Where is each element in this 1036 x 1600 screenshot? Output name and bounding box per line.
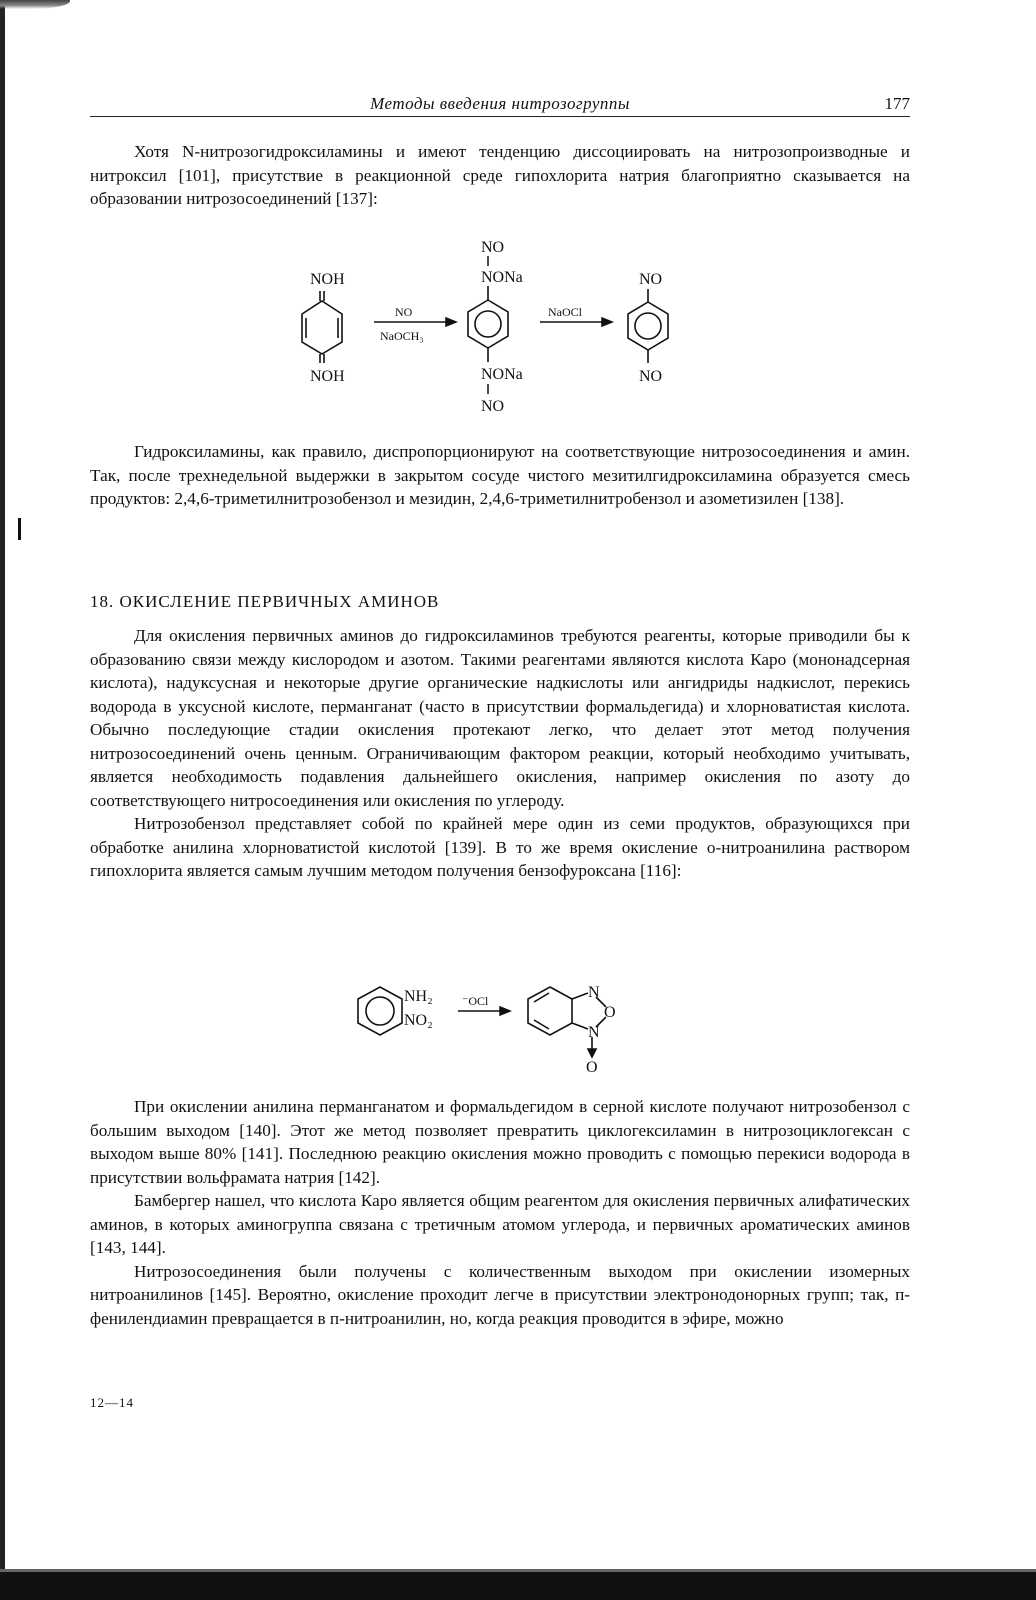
paragraph-2: Гидроксиламины, как правило, диспропорционируют на соответствующие нитрозосоединения и амин. Так, после трехнедельной выдержки в закрытом сосуде чистого мезитилгидроксиламина образуется смесь продуктов: 2,4,6-триметилнитрозобензол и мезидин, 2,4,6-триметилнитробензол и азометизилен [138]. — [90, 442, 910, 508]
running-title: Методы введения нитрозогруппы — [370, 94, 630, 113]
paragraph-6: Бамбергер нашел, что кислота Каро является общим реагентом для окисления первичных алифатических аминов, в которых аминогруппа связана с третичным атомом углерода, и первичных ароматических аминов [143, 144]. — [90, 1191, 910, 1257]
paragraph-3: Для окисления первичных аминов до гидроксиламинов требуются реагенты, которые приводили бы к образованию связи между кислородом и азотом. Такими реагентами являются кислота Каро (мононадсерная кислота), надуксусная и некоторые другие органические надкислоты или ангидриды надкислот, перекись водорода в уксусной кислоте, перманганат (часто в присутствии формальдегида) и хлорноватистая кислота. Обычно последующие стадии окисления протекают легко, что делает этот метод получения нитрозосоединений очень ценным. Ограничивающим фактором реакции, который необходимо учитывать, является необходимость подавления дальнейшего окисления, например окисления по азоту до соответствующего нитросоединения или окисления по углероду. — [90, 626, 910, 810]
nona-bottom-label: NONa — [481, 366, 523, 383]
reaction-arrow-2 — [540, 318, 612, 326]
quinone-dioxime-ring — [302, 291, 342, 363]
scan-bottom-edge — [0, 1572, 1036, 1600]
paragraph-7: Нитрозосоединения были получены с количественным выходом при окислении изомерных нитроанилинов [145]. Вероятно, окисление проходит легче в присутствии электронодонорных групп; так, п-фенилендиамин превращается в п-нитроанилин, но, когда реакция проводится в эфире, можно — [90, 1261, 910, 1328]
nitroaniline-ring — [358, 987, 402, 1035]
reagent-naocl-label: NaOCl — [548, 305, 582, 319]
nona-top-label: NONa — [481, 269, 523, 286]
scan-margin-mark — [18, 518, 21, 540]
o-ring-label: O — [604, 1004, 616, 1021]
paragraph-block-1 — [90, 140, 910, 211]
paragraph-block-2 — [90, 440, 910, 511]
reaction-scheme-2 — [350, 975, 650, 1075]
running-head — [90, 94, 910, 117]
reaction-arrow-3 — [458, 1007, 510, 1015]
reagent-no-label: NO — [395, 305, 413, 319]
paragraph-block-4 — [90, 1095, 910, 1330]
n-bottom-label: N — [588, 1024, 600, 1041]
no-bottom-label: NO — [481, 398, 505, 415]
nh2-label: NH₂ — [404, 988, 433, 1005]
scan-corner-artifact — [0, 0, 70, 9]
page-number: 177 — [884, 94, 910, 113]
no-top-label: NO — [481, 239, 505, 256]
product-no-top-label: NO — [639, 271, 663, 288]
paragraph-1: Хотя N-нитрозогидроксиламины и имеют тенденцию диссоциировать на нитрозопроизводные и нитроксил [101], присутствие в реакционной среде гипохлорита натрия благоприятно сказывается на образовании нитрозосоединений [137]: — [90, 142, 910, 208]
reaction-arrow-1 — [374, 318, 456, 326]
reagent-ocl-label: ⁻OCl — [462, 994, 489, 1008]
scan-left-edge — [0, 0, 5, 1600]
signature-mark: 12—14 — [90, 1395, 134, 1410]
noh-bottom-label: NOH — [310, 368, 345, 385]
no2-label: NO₂ — [404, 1012, 433, 1029]
reagent-naoch3-label: NaOCH₃ — [380, 329, 424, 343]
n-top-label: N — [588, 984, 600, 1001]
benzene-ring-product — [628, 289, 668, 363]
product-no-bottom-label: NO — [639, 368, 663, 385]
benzene-ring-intermediate — [468, 286, 508, 362]
reaction-scheme-1 — [270, 236, 710, 421]
paragraph-block-3 — [90, 624, 910, 883]
paragraph-5: При окислении анилина перманганатом и формальдегидом в серной кислоте получают нитрозобензол с большим выходом [140]. Этот же метод позволяет превратить циклогексиламин в нитрозоциклогексан с выходом выше 80% [141]. Последнюю реакцию окисления можно проводить с помощью перекиси водорода в присутствии вольфрамата натрия [142]. — [90, 1097, 910, 1187]
section-heading: 18. ОКИСЛЕНИЕ ПЕРВИЧНЫХ АМИНОВ — [90, 592, 440, 611]
o-exo-label: O — [586, 1059, 598, 1075]
noh-top-label: NOH — [310, 271, 345, 288]
paragraph-4: Нитрозобензол представляет собой по крайней мере один из семи продуктов, образующихся при обработке анилина хлорноватистой кислотой [139]. В то же время окисление о-нитроанилина раствором гипохлорита является самым лучшим методом получения бензофуроксана [116]: — [90, 814, 910, 880]
